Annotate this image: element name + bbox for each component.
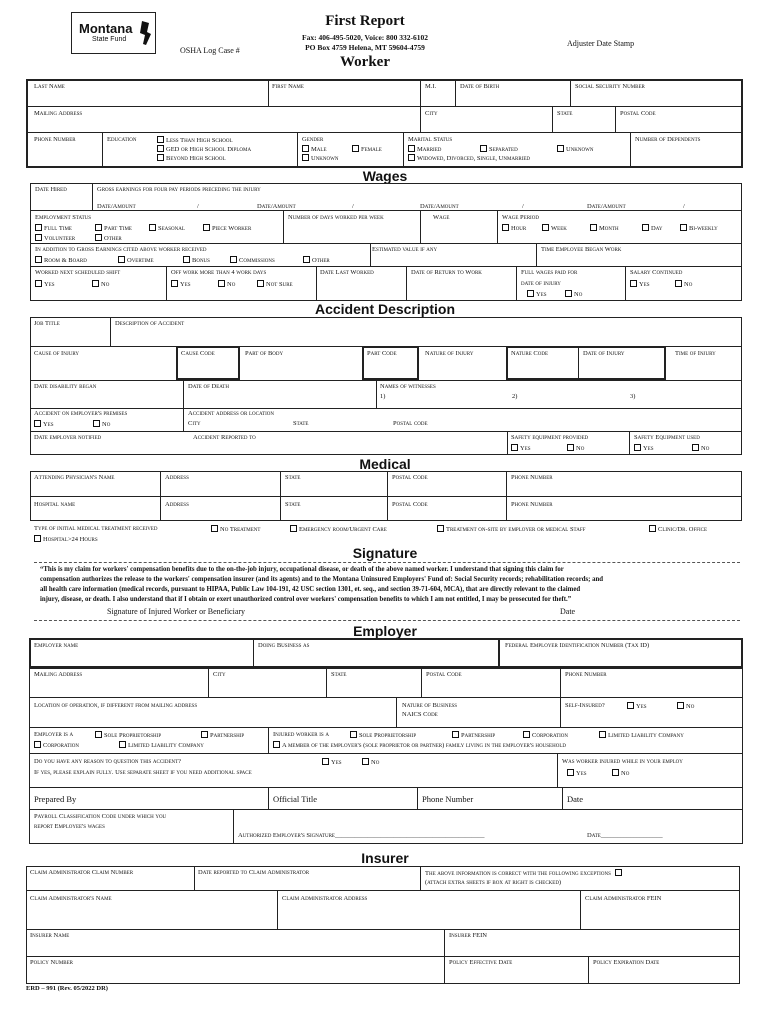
injured-while-no-checkbox[interactable] <box>612 769 619 776</box>
employer-city-label: City <box>213 671 226 678</box>
slash-3: / <box>522 203 524 210</box>
gender-female[interactable]: Female <box>352 145 382 154</box>
other-status-checkbox[interactable] <box>95 234 102 241</box>
employer-name-label: Employer name <box>34 642 79 649</box>
separated-checkbox[interactable] <box>480 145 487 152</box>
signature-text-1: “This is my claim for workers' compensation benefits due to the on-the-job injury, occupational disease, or death of the above named worker. I understand that signing this claim for <box>40 566 564 573</box>
hospital-phone-label: Phone Number <box>511 501 553 508</box>
signature-line-label: Signature of Injured Worker or Beneficiary <box>107 607 246 616</box>
employer-partnership[interactable]: Partnership <box>201 731 244 740</box>
extra-other[interactable]: Other <box>303 256 330 265</box>
full-wages-yes-checkbox[interactable] <box>527 290 534 297</box>
wage-period-label: Wage Period <box>502 214 539 221</box>
volunteer-checkbox[interactable] <box>35 234 42 241</box>
admin-address-label: Claim Administrator Address <box>282 895 368 902</box>
question-no-checkbox[interactable] <box>362 758 369 765</box>
last-worked-label: Date Last Worked <box>320 269 374 276</box>
overtime-checkbox[interactable] <box>118 256 125 263</box>
marital-married[interactable]: Married <box>408 145 441 154</box>
salary-no[interactable]: No <box>675 280 692 289</box>
accident-state-label: State <box>293 420 309 427</box>
unknown-checkbox[interactable] <box>302 154 309 161</box>
accident-postal-label: Postal code <box>393 420 428 427</box>
section-accident-title: Accident Description <box>314 301 456 317</box>
nature-label: Nature of Injury <box>425 350 474 357</box>
phone-label: Phone Number <box>34 136 76 143</box>
other-extra-checkbox[interactable] <box>303 256 310 263</box>
employer-postal-label: Postal Code <box>426 671 462 678</box>
period-hour[interactable]: Hour <box>502 224 526 233</box>
bonus-checkbox[interactable] <box>183 256 190 263</box>
date-amount-4: Date/Amount <box>587 203 626 210</box>
injured-family-member[interactable]: A member of the employer's (sole proprietor or partner) family living in the employer's household <box>273 741 566 750</box>
section-wages-title: Wages <box>362 168 408 184</box>
prepared-date-label: Date <box>567 794 584 804</box>
auth-date-label: Date___________________ <box>587 832 663 839</box>
premises-yes-checkbox[interactable] <box>34 420 41 427</box>
form-footer: ERD – 991 (Rev. 05/2022 DR) <box>26 985 108 992</box>
montana-logo-icon <box>138 20 152 46</box>
dob-label: Date of Birth <box>460 83 500 90</box>
nature-code-label: Nature Code <box>511 350 549 357</box>
insurer-fein-label: Insurer FEIN <box>449 932 487 939</box>
question-yes[interactable]: Yes <box>322 758 342 767</box>
status-seasonal[interactable]: Seasonal <box>149 224 185 233</box>
prepared-by-label: Prepared By <box>34 794 77 804</box>
safety-provided-no-checkbox[interactable] <box>567 444 574 451</box>
status-volunteer[interactable]: Volunteer <box>35 234 75 243</box>
accident-city-label: City <box>188 420 201 427</box>
off-work-no[interactable]: No <box>218 280 235 289</box>
period-day[interactable]: Day <box>642 224 662 233</box>
month-checkbox[interactable] <box>590 224 597 231</box>
slash-4: / <box>683 203 685 210</box>
signature-top-border <box>34 562 740 563</box>
injured-llc[interactable]: Limited Liability Company <box>599 731 684 740</box>
injured-llc-checkbox[interactable] <box>599 731 606 738</box>
premises-no[interactable]: No <box>93 420 110 429</box>
treatment-er[interactable]: Emergency room/Urgent Care <box>290 525 387 534</box>
full-wages-label-2: date of injury <box>521 280 561 287</box>
fax-line: Fax: 406-495-5020, Voice: 800 332-6102 <box>301 33 429 42</box>
edu-option-3[interactable]: Beyond High School <box>157 154 226 163</box>
witness-1: 1) <box>380 393 386 400</box>
marital-separated[interactable]: Separated <box>480 145 518 154</box>
off-work-not-sure[interactable]: Not Sure <box>257 280 293 289</box>
treatment-hospital[interactable]: Hospital>24 Hours <box>34 535 98 544</box>
employer-partnership-checkbox[interactable] <box>201 731 208 738</box>
room-board-checkbox[interactable] <box>35 256 42 263</box>
next-shift-label: Worked next scheduled shift <box>35 269 121 276</box>
slash-2: / <box>352 203 354 210</box>
employer-state-label: State <box>331 671 347 678</box>
signature-text-4: injury, disease, or death. I also understand that if I obtain or exert unauthorized control over workers' compensation benefits to which I am not entitled, I may be prosecuted for theft.” <box>40 596 572 603</box>
first-name-label: First Name <box>272 83 304 90</box>
logo-subtext: State Fund <box>92 36 127 43</box>
wage-label: Wage <box>433 214 450 221</box>
premises-yes[interactable]: Yes <box>34 420 54 429</box>
estimated-value-label: Estimated value if any <box>372 246 438 253</box>
employer-sole[interactable]: Sole Proprietorship <box>95 731 161 740</box>
policy-expiration-label: Policy Expiration Date <box>593 959 660 966</box>
witness-3: 3) <box>630 393 636 400</box>
salary-no-checkbox[interactable] <box>675 280 682 287</box>
status-other[interactable]: Other <box>95 234 122 243</box>
official-title-label: Official Title <box>273 794 317 804</box>
edu-2-checkbox[interactable] <box>157 145 164 152</box>
period-week[interactable]: Week <box>542 224 567 233</box>
extra-bonus[interactable]: Bonus <box>183 256 210 265</box>
male-checkbox[interactable] <box>302 145 309 152</box>
hospital-postal-label: Postal Code <box>392 501 428 508</box>
osha-label: OSHA Log Case # <box>180 46 240 55</box>
insurer-name-label: Insurer Name <box>30 932 70 939</box>
seasonal-checkbox[interactable] <box>149 224 156 231</box>
er-checkbox[interactable] <box>290 525 297 532</box>
employer-mail-label: Mailing Address <box>34 671 83 678</box>
biweekly-checkbox[interactable] <box>680 224 687 231</box>
employer-notified-label: Date employer notified <box>34 434 102 441</box>
state-label: State <box>557 110 573 117</box>
hospital-state-label: State <box>285 501 301 508</box>
description-label: Description of Accident <box>115 320 185 327</box>
extra-commissions[interactable]: Commissions <box>230 256 275 265</box>
mailing-address-label: Mailing Address <box>34 110 83 117</box>
premises-label: Accident on employer's premises <box>34 410 128 417</box>
edu-3-checkbox[interactable] <box>157 154 164 161</box>
part-body-label: Part of Body <box>245 350 284 357</box>
signature-text-3: all health care information (medical records, pursuant to HIPAA, Public Law 104-191, 42 USC section 1301, et. seq., and section 39-71-604, MCA), that are directly relevant to the claimed <box>40 586 581 593</box>
injured-is-a-label: Injured worker is a <box>273 731 329 738</box>
witness-2: 2) <box>512 393 518 400</box>
self-insured-no[interactable]: No <box>677 702 694 711</box>
treatment-clinic[interactable]: Clinic/Dr. Office <box>649 525 707 534</box>
job-title-label: Job Title <box>34 320 60 327</box>
date-amount-3: Date/Amount <box>420 203 459 210</box>
education-label: Education <box>107 136 137 143</box>
self-insured-no-checkbox[interactable] <box>677 702 684 709</box>
marital-widowed[interactable]: Widowed, Divorced, Single, Unmarried <box>408 154 530 163</box>
section-employer-title: Employer <box>353 623 417 639</box>
date-reported-label: Date reported to Claim Administrator <box>198 869 310 876</box>
hospital-address-label: Address <box>165 501 189 508</box>
ssn-label: Social Security Number <box>575 83 645 90</box>
location-label: Location of operation, if different from mailing address <box>34 702 198 709</box>
injured-corporation[interactable]: Corporation <box>523 731 568 740</box>
full-wages-no[interactable]: No <box>565 290 582 299</box>
status-part-time[interactable]: Part Time <box>95 224 132 233</box>
correct-exceptions-label[interactable]: The above information is correct with the following exceptions <box>425 869 624 878</box>
worker-section <box>26 79 743 168</box>
edu-1-checkbox[interactable] <box>157 136 164 143</box>
question-label: Do you have any reason to question this accident? <box>34 758 182 765</box>
section-insurer-title: Insurer <box>361 850 409 866</box>
physician-postal-label: Postal Code <box>392 474 428 481</box>
next-shift-yes[interactable]: Yes <box>35 280 55 289</box>
not-sure-checkbox[interactable] <box>257 280 264 287</box>
hospital-label: Hospital name <box>34 501 76 508</box>
logo-text: Montana <box>79 21 133 36</box>
naics-label-2: NAICS Code <box>402 711 438 718</box>
payroll-label-2: report Employee's wages <box>34 823 105 830</box>
status-piece-worker[interactable]: Piece Worker <box>203 224 251 233</box>
date-amount-2: Date/Amount <box>257 203 296 210</box>
injured-partnership-checkbox[interactable] <box>452 731 459 738</box>
off-work-no-checkbox[interactable] <box>218 280 225 287</box>
physician-phone-label: Phone Number <box>511 474 553 481</box>
disability-label: Date disability began <box>34 383 97 390</box>
days-worked-label: Number of days worked per week <box>288 214 384 221</box>
page-title: First Report <box>325 13 405 29</box>
witnesses-label: Names of witnesses <box>380 383 436 390</box>
physician-label: Attending Physician's Name <box>34 474 115 481</box>
female-checkbox[interactable] <box>352 145 359 152</box>
injured-sole[interactable]: Sole Proprietorship <box>350 731 416 740</box>
piece-worker-checkbox[interactable] <box>203 224 210 231</box>
section-worker-title: Worker <box>340 54 390 70</box>
question-no[interactable]: No <box>362 758 379 767</box>
off-work-yes-checkbox[interactable] <box>171 280 178 287</box>
full-wages-label-1: Full wages paid for <box>521 269 578 276</box>
injured-while-no[interactable]: No <box>612 769 629 778</box>
dependents-label: Number of Dependents <box>635 136 701 143</box>
auth-signature-label: Authorized Employer's Signature______________________________________________ <box>238 832 485 839</box>
status-full-time[interactable]: Full Time <box>35 224 72 233</box>
prepared-phone-label: Phone Number <box>422 794 474 804</box>
full-wages-no-checkbox[interactable] <box>565 290 572 297</box>
no-treatment-checkbox[interactable] <box>211 525 218 532</box>
additional-earnings-label: In addition to Gross Earnings cited above worker received <box>35 246 207 253</box>
employer-corporation[interactable]: Corporation <box>34 741 79 750</box>
gross-earnings-label: Gross earnings for four pay periods preceding the injury <box>97 186 261 193</box>
signature-bottom-border <box>34 620 740 621</box>
off-work-label: Off work more than 4 work days <box>171 269 267 276</box>
self-insured-yes[interactable]: Yes <box>627 702 647 711</box>
naics-label-1: Nature of Business <box>402 702 458 709</box>
hour-checkbox[interactable] <box>502 224 509 231</box>
signature-date-label: Date <box>560 607 576 616</box>
slash-1: / <box>197 203 199 210</box>
day-checkbox[interactable] <box>642 224 649 231</box>
adjuster-stamp-label: Adjuster Date Stamp <box>567 39 635 48</box>
treatment-label: Type of initial medical treatment received <box>34 525 158 532</box>
death-label: Date of Death <box>188 383 229 390</box>
next-shift-yes-checkbox[interactable] <box>35 280 42 287</box>
married-checkbox[interactable] <box>408 145 415 152</box>
marital-label: Marital Status <box>408 136 453 143</box>
explain-label: If yes, please explain fully. Use separate sheet if you need additional space <box>34 769 252 776</box>
employer-corporation-checkbox[interactable] <box>34 741 41 748</box>
next-shift-no[interactable]: No <box>92 280 109 289</box>
safety-used-no[interactable]: No <box>692 444 709 453</box>
employer-sole-checkbox[interactable] <box>95 731 102 738</box>
family-member-checkbox[interactable] <box>273 741 280 748</box>
safety-provided-yes-checkbox[interactable] <box>511 444 518 451</box>
city-label: City <box>425 110 438 117</box>
premises-no-checkbox[interactable] <box>93 420 100 427</box>
date-injury-label: Date of Injury <box>583 350 625 357</box>
date-amount-1: Date/Amount <box>97 203 136 210</box>
employer-llc-checkbox[interactable] <box>119 741 126 748</box>
injured-partnership[interactable]: Partnership <box>452 731 495 740</box>
physician-address-label: Address <box>165 474 189 481</box>
accident-location-label: Accident address or location <box>188 410 274 417</box>
next-shift-no-checkbox[interactable] <box>92 280 99 287</box>
section-signature-title: Signature <box>352 545 418 561</box>
physician-state-label: State <box>285 474 301 481</box>
hospital-24-checkbox[interactable] <box>34 535 41 542</box>
safety-provided-label: Safety equipment provided <box>511 434 589 441</box>
onsite-checkbox[interactable] <box>437 525 444 532</box>
claim-number-label: Claim Administrator Claim Number <box>30 869 134 876</box>
section-medical-title: Medical <box>359 456 411 472</box>
signature-text-2: compensation authorizes the release to the workers' compensation insurer (and its agents) and to the Montana Uninsured Employers' Fund of: Social Security records; rehabilitation records; and <box>40 576 604 583</box>
payroll-label-1: Payroll Classification Code under which you <box>34 813 167 820</box>
gender-label: Gender <box>302 136 324 143</box>
treatment-none[interactable]: No Treatment <box>211 525 260 534</box>
commissions-checkbox[interactable] <box>230 256 237 263</box>
postal-code-label: Postal Code <box>620 110 656 117</box>
fein-label: Federal Employer Identification Number (Tax ID) <box>505 642 650 649</box>
exceptions-checkbox[interactable] <box>615 869 622 876</box>
edu-option-1[interactable]: Less Than High School <box>157 136 233 145</box>
off-work-yes[interactable]: Yes <box>171 280 191 289</box>
policy-number-label: Policy Number <box>30 959 73 966</box>
mi-label: M.I. <box>425 83 437 90</box>
part-code-label: Part Code <box>367 350 397 357</box>
safety-used-label: Safety Equipment used <box>634 434 700 441</box>
safety-used-no-checkbox[interactable] <box>692 444 699 451</box>
return-work-label: Date of Return to Work <box>411 269 482 276</box>
policy-effective-label: Policy Effective Date <box>449 959 513 966</box>
question-yes-checkbox[interactable] <box>322 758 329 765</box>
marital-unknown-checkbox[interactable] <box>557 145 564 152</box>
period-month[interactable]: Month <box>590 224 619 233</box>
po-line: PO Box 4759 Helena, MT 59604-4759 <box>305 43 425 52</box>
self-insured-label: Self-Insured? <box>565 702 605 709</box>
extra-overtime[interactable]: Overtime <box>118 256 154 265</box>
full-wages-yes[interactable]: Yes <box>527 290 547 299</box>
employer-is-a-label: Employer is a <box>34 731 74 738</box>
admin-name-label: Claim Administrator's Name <box>30 895 112 902</box>
employment-status-label: Employment Status <box>35 214 92 221</box>
last-name-label: Last Name <box>34 83 65 90</box>
injured-while-yes[interactable]: Yes <box>567 769 587 778</box>
edu-option-2[interactable]: GED or High School Diploma <box>157 145 251 154</box>
period-biweekly[interactable]: Bi-weekly <box>680 224 718 233</box>
gender-unknown[interactable]: Unknown <box>302 154 338 163</box>
extra-room-board[interactable]: Room & Board <box>35 256 87 265</box>
gender-male[interactable]: Male <box>302 145 327 154</box>
time-injury-label: Time of Injury <box>675 350 716 357</box>
treatment-onsite[interactable]: Treatment on-site by employer or medical Staff <box>437 525 585 534</box>
attach-sheets-label: (attach extra sheets if box at right is checked) <box>425 879 562 886</box>
date-hired-label: Date Hired <box>35 186 67 193</box>
salary-yes-checkbox[interactable] <box>630 280 637 287</box>
employer-llc[interactable]: Limited Liability Company <box>119 741 204 750</box>
marital-unknown[interactable]: Unknown <box>557 145 593 154</box>
week-checkbox[interactable] <box>542 224 549 231</box>
salary-continued-label: Salary Continued <box>630 269 683 276</box>
salary-yes[interactable]: Yes <box>630 280 650 289</box>
injured-while-yes-checkbox[interactable] <box>567 769 574 776</box>
full-time-checkbox[interactable] <box>35 224 42 231</box>
injured-sole-checkbox[interactable] <box>350 731 357 738</box>
safety-provided-no[interactable]: No <box>567 444 584 453</box>
widowed-checkbox[interactable] <box>408 154 415 161</box>
cause-code-label: Cause Code <box>181 350 215 357</box>
self-insured-yes-checkbox[interactable] <box>627 702 634 709</box>
employer-phone-label: Phone Number <box>565 671 607 678</box>
cause-label: Cause of Injury <box>34 350 80 357</box>
part-time-checkbox[interactable] <box>95 224 102 231</box>
injured-while-label: Was worker injured while in your employ <box>562 758 683 765</box>
safety-used-yes[interactable]: Yes <box>634 444 654 453</box>
safety-used-yes-checkbox[interactable] <box>634 444 641 451</box>
time-began-work-label: Time Employee Began Work <box>541 246 622 253</box>
clinic-checkbox[interactable] <box>649 525 656 532</box>
dba-label: Doing Business as <box>258 642 310 649</box>
injured-corporation-checkbox[interactable] <box>523 731 530 738</box>
admin-fein-label: Claim Administrator FEIN <box>585 895 662 902</box>
reported-to-label: Accident Reported to <box>193 434 256 441</box>
safety-provided-yes[interactable]: Yes <box>511 444 531 453</box>
